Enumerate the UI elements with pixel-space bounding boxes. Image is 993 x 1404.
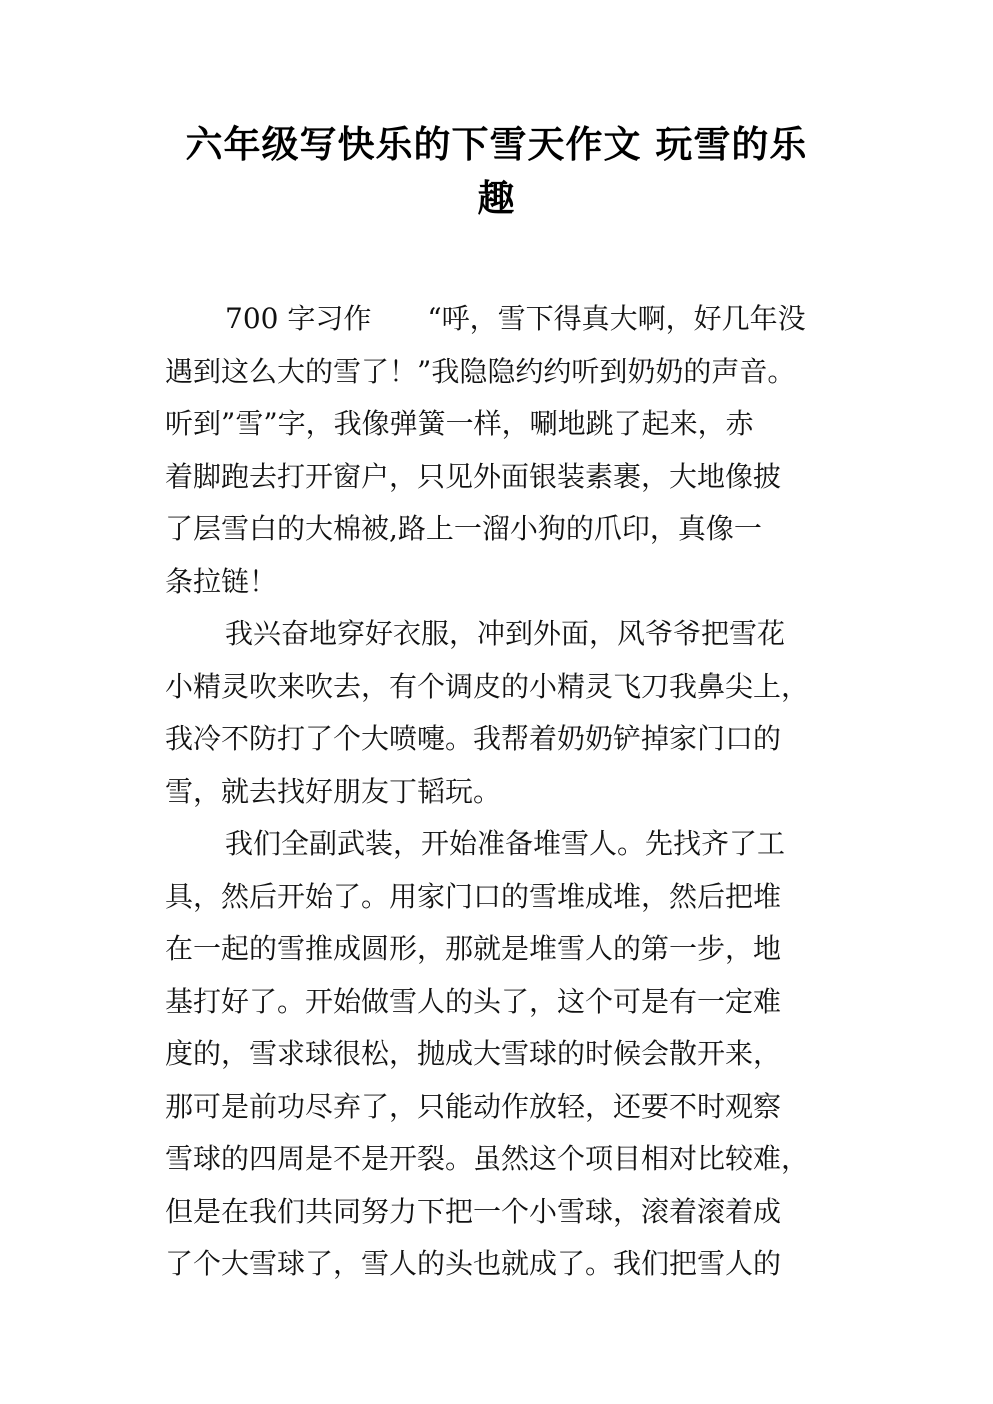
- paragraph-3-line-2: 具，然后开始了。用家门口的雪堆成堆，然后把堆: [165, 879, 782, 913]
- paragraph-2-line-4: 雪，就去找好朋友丁韬玩。: [165, 774, 502, 808]
- paragraph-2-line-1: 我兴奋地穿好衣服，冲到外面，风爷爷把雪花: [225, 617, 786, 650]
- paragraph-3-line-5: 度的，雪求球很松，抛成大雪球的时候会散开来，: [165, 1037, 782, 1070]
- article-body: [165, 293, 845, 1291]
- paragraph-3-line-6: 那可是前功尽弃了，只能动作放轻，还要不时观察: [165, 1089, 782, 1123]
- title-line-2: 趣: [477, 177, 516, 220]
- document-title: [150, 118, 843, 226]
- paragraph-3-line-9: 了个大雪球了，雪人的头也就成了。我们把雪人的: [165, 1247, 782, 1280]
- paragraph-3-line-3: 在一起的雪推成圆形，那就是堆雪人的第一步，地: [165, 932, 782, 965]
- paragraph-3-line-7: 雪球的四周是不是开裂。虽然这个项目相对比较难，: [165, 1142, 810, 1175]
- paragraph-2-line-2: 小精灵吹来吹去，有个调皮的小精灵飞刀我鼻尖上，: [165, 669, 810, 703]
- paragraph-1-line-3: 听到”雪”字，我像弹簧一样，唰地跳了起来，赤: [165, 407, 754, 440]
- paragraph-3-line-4: 基打好了。开始做雪人的头了，这个可是有一定难: [165, 984, 782, 1018]
- paragraph-2-line-3: 我冷不防打了个大喷嚏。我帮着奶奶铲掉家门口的: [165, 722, 782, 755]
- paragraph-1-line-2: 遇到这么大的雪了！”我隐隐约约听到奶奶的声音。: [165, 354, 796, 388]
- paragraph-1-line-1: 700 字习作 “呼，雪下得真大啊，好几年没: [225, 302, 806, 335]
- paragraph-3-line-8: 但是在我们共同努力下把一个小雪球，滚着滚着成: [165, 1194, 782, 1228]
- paragraph-1-line-6: 条拉链！: [165, 564, 278, 598]
- paragraph-1-line-4: 着脚跑去打开窗户，只见外面银装素裹，大地像披: [165, 459, 782, 493]
- title-line-1: 六年级写快乐的下雪天作文 玩雪的乐: [185, 123, 808, 166]
- paragraph-3-line-1: 我们全副武装，开始准备堆雪人。先找齐了工: [225, 827, 786, 860]
- paragraph-1-line-5: 了层雪白的大棉被,路上一溜小狗的爪印，真像一: [165, 512, 762, 545]
